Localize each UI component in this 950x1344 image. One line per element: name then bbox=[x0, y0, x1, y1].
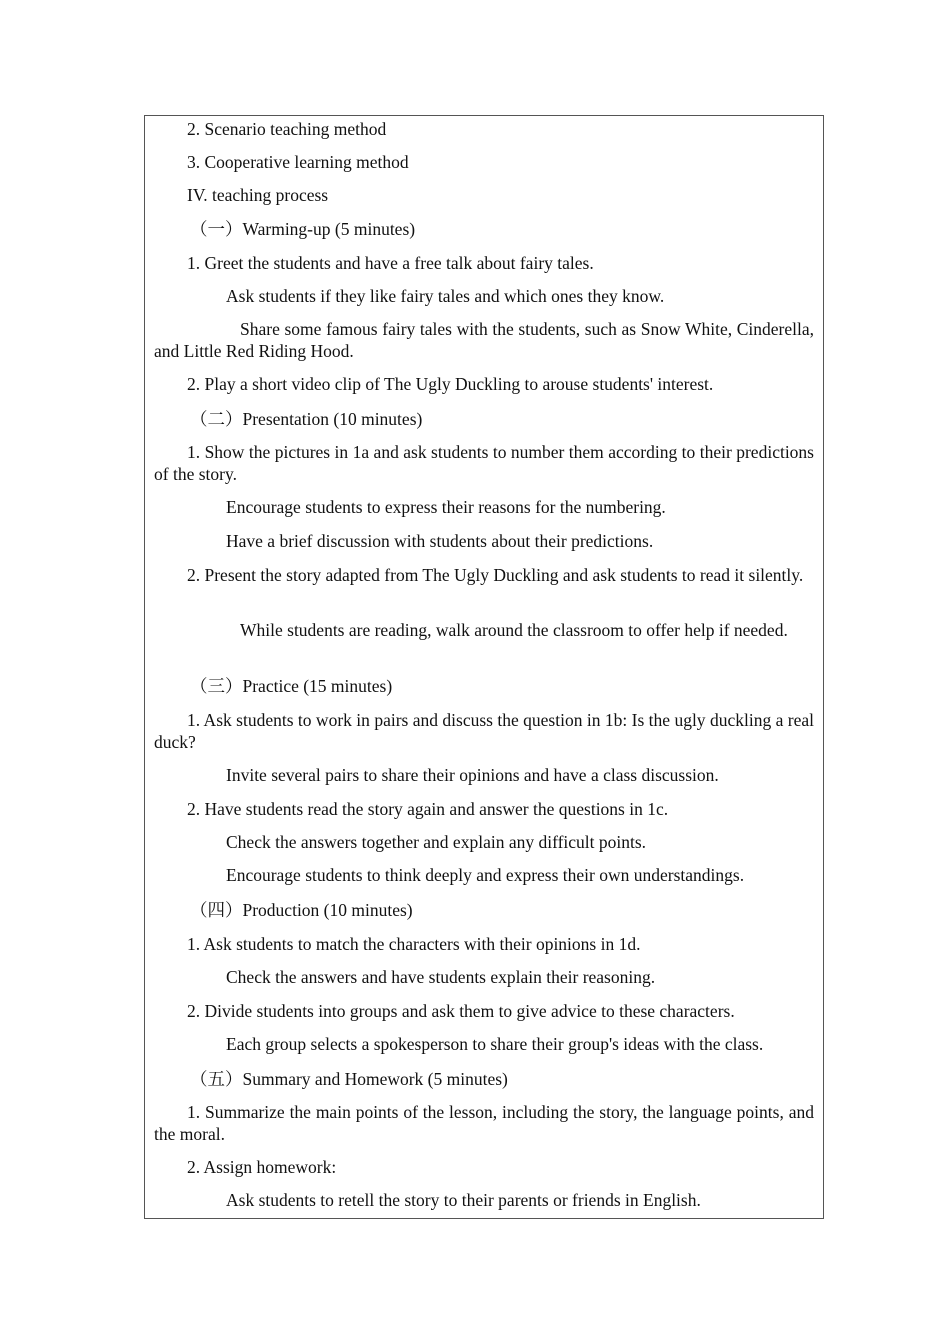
step-subitem: Ask students to retell the story to their parents or friends in English. bbox=[226, 1190, 701, 1210]
step-item: 1. Show the pictures in 1a and ask students to number them according to their predictions of the story. bbox=[154, 442, 814, 484]
step-heading-summary: （五）Summary and Homework (5 minutes) bbox=[190, 1069, 508, 1089]
step-item: 1. Summarize the main points of the lesson, including the story, the language points, and the moral. bbox=[154, 1102, 814, 1144]
section-heading-teaching-process: IV. teaching process bbox=[187, 185, 329, 205]
method-item-cooperative: 3. Cooperative learning method bbox=[187, 152, 409, 172]
step-item: 2. Have students read the story again and answer the questions in 1c. bbox=[187, 799, 669, 819]
step-subitem: Invite several pairs to share their opinions and have a class discussion. bbox=[226, 765, 719, 785]
step-item: 2. Divide students into groups and ask them to give advice to these characters. bbox=[187, 1001, 735, 1021]
step-heading-presentation: （二）Presentation (10 minutes) bbox=[190, 409, 423, 429]
step-subitem: Encourage students to express their reasons for the numbering. bbox=[226, 497, 666, 517]
step-heading-production: （四）Production (10 minutes) bbox=[190, 900, 413, 920]
step-subitem: Check the answers together and explain any difficult points. bbox=[226, 832, 647, 852]
step-item: 2. Play a short video clip of The Ugly Duckling to arouse students' interest. bbox=[187, 374, 714, 394]
step-heading-practice: （三）Practice (15 minutes) bbox=[190, 676, 393, 696]
step-subitem: Encourage students to think deeply and express their own understandings. bbox=[226, 865, 745, 885]
step-item: 1. Ask students to match the characters with their opinions in 1d. bbox=[187, 934, 641, 954]
step-item: 1. Greet the students and have a free talk about fairy tales. bbox=[187, 253, 594, 273]
step-subitem: Share some famous fairy tales with the students, such as Snow White, Cinderella, and Little Red Riding Hood. bbox=[154, 319, 814, 361]
lesson-plan-table-cell bbox=[144, 115, 824, 1219]
step-item: 2. Present the story adapted from The Ugly Duckling and ask students to read it silently. bbox=[187, 565, 804, 585]
step-subitem: Ask students if they like fairy tales and which ones they know. bbox=[226, 286, 665, 306]
step-item: 1. Ask students to work in pairs and discuss the question in 1b: Is the ugly duckling a real duck? bbox=[154, 710, 814, 752]
step-subitem: Each group selects a spokesperson to share their group's ideas with the class. bbox=[226, 1034, 764, 1054]
step-subitem: Check the answers and have students explain their reasoning. bbox=[226, 967, 656, 987]
step-heading-warming-up: （一）Warming-up (5 minutes) bbox=[190, 219, 416, 239]
method-item-scenario: 2. Scenario teaching method bbox=[187, 119, 387, 139]
step-subitem: Have a brief discussion with students about their predictions. bbox=[226, 531, 654, 551]
step-subitem: While students are reading, walk around the classroom to offer help if needed. bbox=[240, 620, 788, 640]
step-item: 2. Assign homework: bbox=[187, 1157, 337, 1177]
